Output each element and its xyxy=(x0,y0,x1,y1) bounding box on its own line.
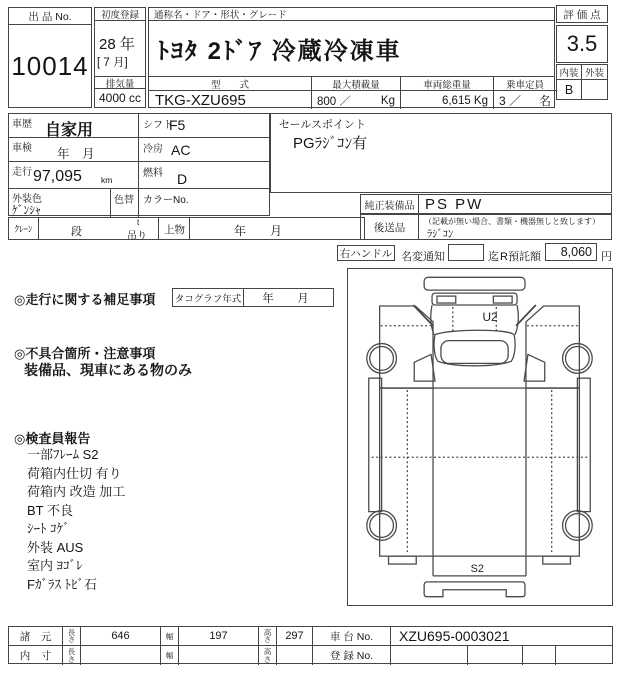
mud-flap-right xyxy=(543,556,571,564)
mud-flap-left xyxy=(389,556,417,564)
width-label: 幅 xyxy=(161,627,179,645)
wheel-rear-right-inner xyxy=(566,514,590,538)
grade-score: 3.5 xyxy=(556,25,608,63)
model-label: 型 式 xyxy=(149,77,311,91)
registration-value-3 xyxy=(523,646,556,665)
front-lamp-right xyxy=(493,296,512,303)
mileage-note-title: ◎走行に関する補足事項 xyxy=(14,292,156,307)
front-bumper xyxy=(424,277,525,290)
chassis-number: XZU695-0003021 xyxy=(399,628,510,644)
first-registration-box xyxy=(94,7,146,108)
tachograph-box xyxy=(172,288,334,307)
engine-displacement: 4000 cc xyxy=(98,91,142,105)
cargo-box xyxy=(380,388,580,556)
inner-row-label: 内 寸 xyxy=(9,646,63,665)
chassis-label: 車 台 No. xyxy=(313,627,391,645)
length-label: 長さ xyxy=(63,627,81,645)
max-load-label: 最大積載量 xyxy=(312,77,400,91)
inspector-report-item: 荷箱内仕切 有り xyxy=(27,465,122,481)
name-change-box xyxy=(448,244,484,261)
front-lamp-left xyxy=(437,296,456,303)
tachograph-value: 年 月 xyxy=(262,292,315,305)
windshield-outer xyxy=(434,330,515,366)
inspector-report-list xyxy=(27,446,125,594)
lot-box xyxy=(8,7,92,108)
fender-panel-right xyxy=(526,306,579,388)
door-window-right xyxy=(524,354,545,381)
inspection-label: 車検 xyxy=(12,143,32,154)
sales-point-box xyxy=(270,113,612,193)
length-value: 646 xyxy=(81,627,161,645)
yen-label: 円 xyxy=(601,251,612,263)
gross-weight-label: 車両総重量 xyxy=(401,77,493,91)
lot-number: 10014 xyxy=(11,50,89,81)
factory-equipment-value: PS PW xyxy=(425,196,484,213)
sales-point-value: PGﾗｼﾞｺﾝ有 xyxy=(293,135,368,152)
inspector-report-item: 一部ﾌﾚｰﾑ S2 xyxy=(27,447,99,462)
registration-value-2 xyxy=(468,646,523,665)
model-code: TKG-XZU695 xyxy=(155,92,246,109)
diagram-box xyxy=(347,268,613,606)
title-block xyxy=(148,7,555,108)
defect-title: ◎不具合箇所・注意事項 xyxy=(14,346,156,361)
inspector-report-item: 外装 AUS xyxy=(27,539,84,555)
exterior-grade xyxy=(582,80,607,99)
wheel-front-left xyxy=(367,344,397,374)
factory-equipment-label: 純正装備品 xyxy=(361,195,419,213)
vehicle-info-block xyxy=(8,113,270,216)
inner-length-value xyxy=(81,646,161,665)
color-change-label: 色替 xyxy=(114,195,134,206)
max-load-value: 800 ／ xyxy=(317,95,351,108)
height-value: 297 xyxy=(277,627,313,645)
wheel-rear-left-inner xyxy=(370,514,394,538)
vehicle-title: ﾄﾖﾀ 2ﾄﾞｱ 冷蔵冷凍車 xyxy=(149,21,554,77)
mileage-label: 走行 xyxy=(12,167,32,178)
windshield-inner xyxy=(441,341,508,364)
name-header: 通称名・ドア・形状・グレード xyxy=(149,8,554,21)
registration-label: 登 録 No. xyxy=(313,646,391,665)
wheel-rear-left xyxy=(367,511,397,541)
inspector-report-item: ｼｰﾄ ｺｹﾞ xyxy=(27,521,70,536)
body-label: 上物 xyxy=(164,224,185,236)
rear-damage-mark: S2 xyxy=(470,562,484,575)
exterior-label: 外装 xyxy=(582,65,607,80)
name-change-label: 名変通知 xyxy=(401,251,445,263)
ac-value: AC xyxy=(171,142,191,158)
displacement-label: 排気量 xyxy=(95,77,145,89)
fuel-value: D xyxy=(177,171,188,187)
recycle-deposit-value: 8,060 xyxy=(545,243,597,261)
mileage-unit: km xyxy=(101,175,113,185)
first-registration-year: 28 年 xyxy=(99,36,135,53)
registration-value-1 xyxy=(391,646,468,665)
later-items-label: 後送品 xyxy=(361,215,419,239)
capacity-value: 3 ／ xyxy=(499,94,522,108)
first-registration-month: [ 7 月] xyxy=(97,57,128,69)
color-no-label: カラーNo. xyxy=(143,195,189,206)
first-registration-label: 初度登録 xyxy=(95,8,145,21)
crane-row xyxy=(8,217,365,240)
ac-label: 冷房 xyxy=(143,144,163,155)
history-value: 自家用 xyxy=(45,122,94,139)
tachograph-label: タコグラフ年式 xyxy=(173,289,244,306)
right-handle-badge: 右ハンドル xyxy=(337,245,395,261)
body-color-label: 外装色 xyxy=(12,194,42,205)
door-window-left xyxy=(414,354,435,381)
mileage-value: 97,095 xyxy=(33,168,82,185)
inner-height-label: 高さ xyxy=(259,646,277,665)
inspector-report-item: Fｶﾞﾗｽ ﾄﾋﾞ石 xyxy=(27,576,98,592)
gross-weight: 6,615 Kg xyxy=(441,94,488,107)
capacity-label: 乗車定員 xyxy=(494,77,556,91)
max-load-unit: Kg xyxy=(380,94,395,107)
cab-side-right xyxy=(515,305,518,335)
inspector-title: ◎検査員報告 xyxy=(14,431,91,446)
shift-value: F5 xyxy=(169,117,186,133)
dimensions-table xyxy=(8,626,613,664)
sales-point-label: セールスポイント xyxy=(279,119,367,131)
history-label: 車歴 xyxy=(12,119,32,130)
capacity-unit: 名 xyxy=(538,94,551,108)
interior-grade: B xyxy=(557,80,582,99)
interior-label: 内装 xyxy=(557,65,582,80)
fuel-label: 燃料 xyxy=(143,168,163,179)
body-value: 年 月 xyxy=(234,224,283,238)
spec-row-label: 諸 元 xyxy=(9,627,63,645)
crane-ton-label: t xyxy=(137,218,140,227)
inspection-value: 年 月 xyxy=(57,147,95,161)
defect-line: 装備品、現車にある物のみ xyxy=(24,362,192,378)
rear-bumper xyxy=(424,582,525,597)
wheel-front-right xyxy=(563,344,593,374)
crane-label: ｸﾚｰﾝ xyxy=(9,218,39,239)
lot-label: 出 品 No. xyxy=(9,8,91,25)
shift-label: シフト xyxy=(143,120,173,131)
body-color-value: ｹﾞﾝｼｬ xyxy=(12,205,41,217)
inner-width-label: 幅 xyxy=(161,646,179,665)
crane-lift-label: 吊り xyxy=(127,231,147,242)
inner-width-value xyxy=(179,646,259,665)
inspector-report-item: 荷箱内 改造 加工 xyxy=(27,484,126,499)
later-items-value: ﾗｼﾞｺﾝ xyxy=(427,228,454,240)
wheel-front-right-inner xyxy=(566,347,590,371)
wheel-front-left-inner xyxy=(370,347,394,371)
inner-height-value xyxy=(277,646,313,665)
front-damage-mark: U2 xyxy=(482,309,498,324)
inspector-report-item: BT 不良 xyxy=(27,502,73,518)
factory-equipment-row xyxy=(360,194,612,214)
inspector-report-item: 室内 ﾖｺﾞﾚ xyxy=(27,558,83,573)
crane-stage-label: 段 xyxy=(71,226,82,238)
later-items-row xyxy=(360,214,612,240)
registration-value-4 xyxy=(556,646,612,665)
height-label: 高さ xyxy=(259,627,277,645)
truck-top-view-diagram xyxy=(348,269,611,604)
score-label: 評 価 点 xyxy=(556,5,608,23)
width-value: 197 xyxy=(179,627,259,645)
deposit-label: R預託額 xyxy=(500,251,541,263)
later-items-note: （記載が無い場合、書類・機器無しと致します） xyxy=(424,217,600,226)
wheel-rear-right xyxy=(563,511,593,541)
inner-length-label: 長さ xyxy=(63,646,81,665)
until-label: 迄 xyxy=(488,251,499,263)
mirror-left xyxy=(413,305,433,326)
grade-box xyxy=(556,64,608,100)
